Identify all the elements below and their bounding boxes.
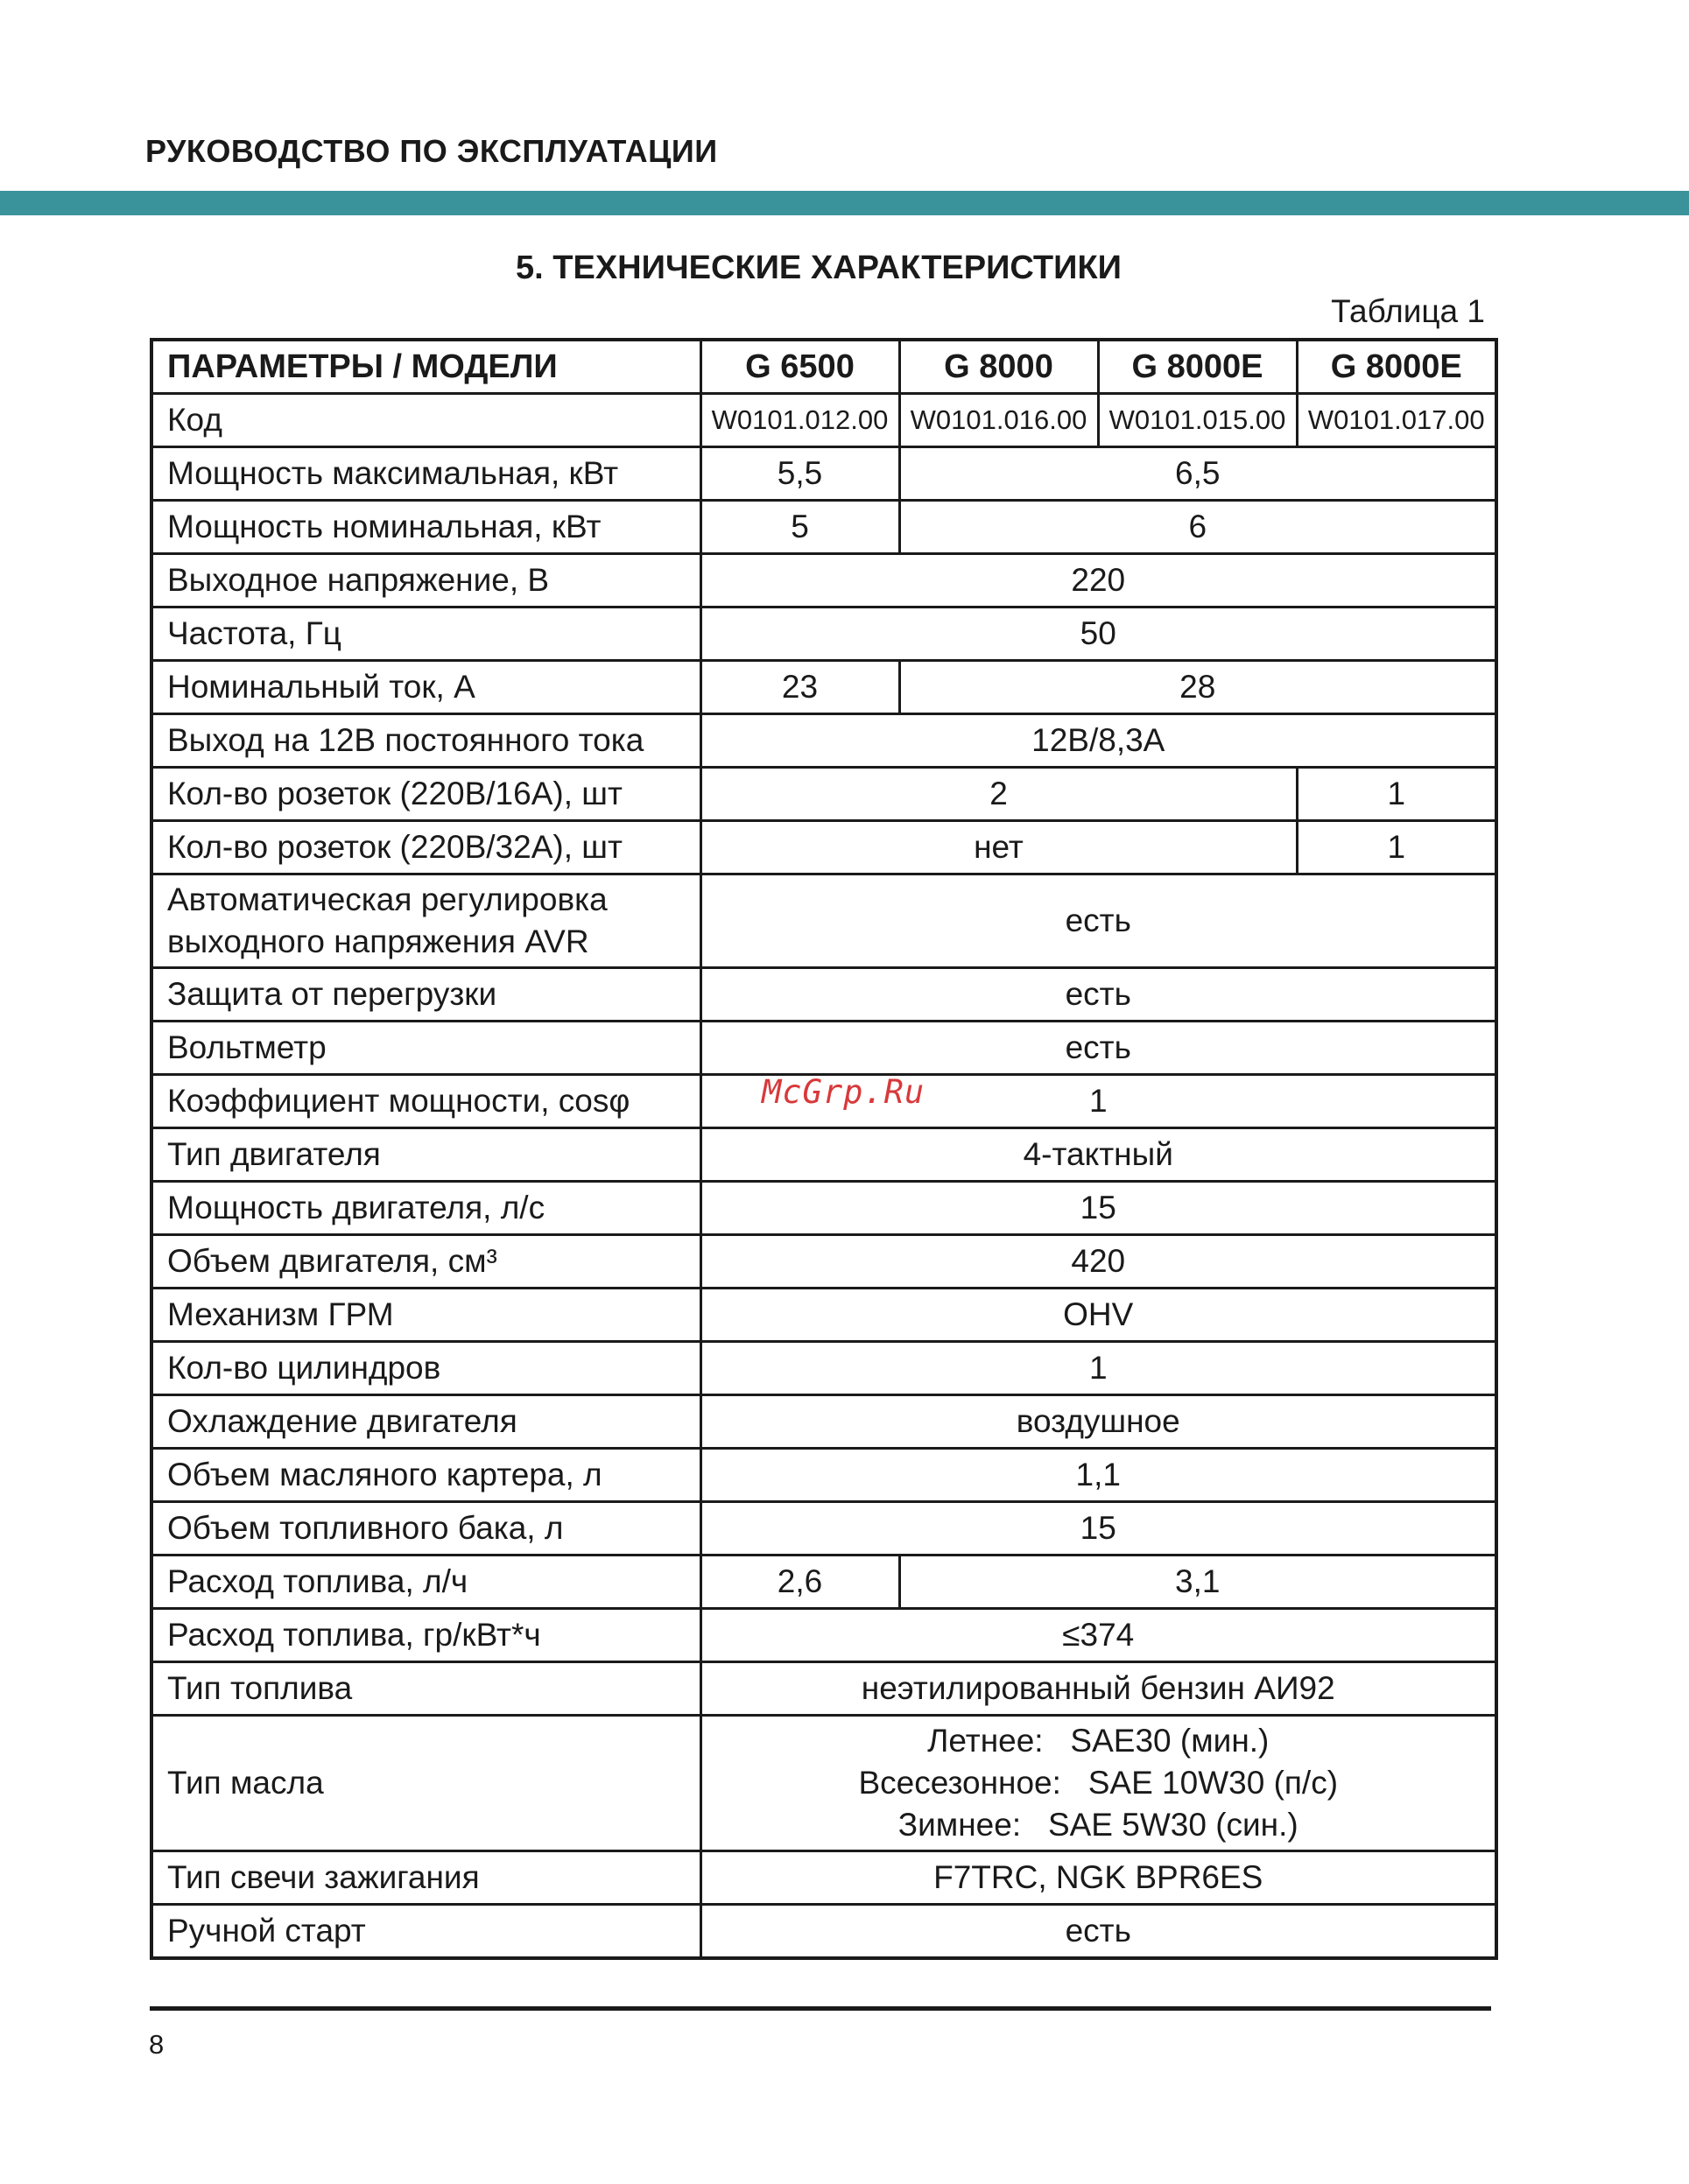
model-code: W0101.016.00 [899, 394, 1098, 447]
cell-value: 5 [700, 501, 899, 554]
table-row [151, 1502, 1496, 1555]
table-caption: Таблица 1 [1331, 293, 1485, 329]
column-header-model: G 6500 [700, 340, 899, 394]
cell-value: 1 [1297, 821, 1496, 874]
row-label: Коэффициент мощности, cosφ [151, 1075, 700, 1128]
cell-value: есть [700, 1905, 1496, 1959]
cell-value: 2,6 [700, 1555, 899, 1609]
cell-value: 50 [700, 607, 1496, 661]
row-label: Выход на 12В постоянного тока [151, 714, 700, 768]
row-label: Тип свечи зажигания [151, 1851, 700, 1905]
column-header-parameters: ПАРАМЕТРЫ / МОДЕЛИ [151, 340, 700, 394]
table-row [151, 1905, 1496, 1959]
table-row [151, 714, 1496, 768]
table-row [151, 554, 1496, 607]
row-label: Тип двигателя [151, 1128, 700, 1182]
table-header-row [151, 340, 1496, 394]
header-color-band [0, 191, 1689, 215]
cell-value [700, 1716, 1496, 1851]
row-label: Кол-во розеток (220В/16А), шт [151, 768, 700, 821]
row-label: Расход топлива, л/ч [151, 1555, 700, 1609]
cell-value: 15 [700, 1182, 1496, 1235]
oil-type-line: Летнее: SAE30 (мин.) [927, 1723, 1270, 1759]
cell-value: 6,5 [899, 447, 1496, 501]
table-row [151, 768, 1496, 821]
row-label: Объем топливного бака, л [151, 1502, 700, 1555]
cell-value: 2 [700, 768, 1297, 821]
row-label-line: выходного напряжения AVR [167, 923, 589, 959]
table-row [151, 1449, 1496, 1502]
cell-value: воздушное [700, 1395, 1496, 1449]
oil-type-line: Зимнее: SAE 5W30 (син.) [897, 1807, 1298, 1843]
table-row [151, 1851, 1496, 1905]
footer-divider [150, 2006, 1491, 2011]
row-label: Тип топлива [151, 1662, 700, 1716]
column-header-model: G 8000E [1297, 340, 1496, 394]
page-number: 8 [149, 2029, 165, 2060]
cell-value: 1 [700, 1342, 1496, 1395]
row-label [151, 874, 700, 968]
table-row [151, 607, 1496, 661]
cell-value: есть [700, 1022, 1496, 1075]
table-row [151, 1128, 1496, 1182]
cell-value: OHV [700, 1289, 1496, 1342]
model-code: W0101.012.00 [700, 394, 899, 447]
row-label: Мощность номинальная, кВт [151, 501, 700, 554]
row-label: Защита от перегрузки [151, 968, 700, 1022]
cell-value: 12В/8,3А [700, 714, 1496, 768]
row-label: Номинальный ток, А [151, 661, 700, 714]
row-label: Кол-во розеток (220В/32А), шт [151, 821, 700, 874]
table-row [151, 394, 1496, 447]
table-row [151, 821, 1496, 874]
table-row [151, 1716, 1496, 1851]
document-header: РУКОВОДСТВО ПО ЭКСПЛУАТАЦИИ [145, 133, 718, 169]
cell-value: 23 [700, 661, 899, 714]
cell-value: 6 [899, 501, 1496, 554]
table-row [151, 1289, 1496, 1342]
cell-value: есть [700, 874, 1496, 968]
table-row [151, 1342, 1496, 1395]
table-row [151, 1395, 1496, 1449]
row-label: Охлаждение двигателя [151, 1395, 700, 1449]
table-row [151, 1022, 1496, 1075]
cell-value: 1 [700, 1075, 1496, 1128]
cell-value: 420 [700, 1235, 1496, 1289]
cell-value: 3,1 [899, 1555, 1496, 1609]
row-label: Мощность максимальная, кВт [151, 447, 700, 501]
row-label: Кол-во цилиндров [151, 1342, 700, 1395]
cell-value: есть [700, 968, 1496, 1022]
model-code: W0101.015.00 [1098, 394, 1297, 447]
specifications-table [150, 338, 1498, 1960]
cell-value: 15 [700, 1502, 1496, 1555]
model-code: W0101.017.00 [1297, 394, 1496, 447]
row-label-line: Автоматическая регулировка [167, 881, 608, 917]
row-label: Тип масла [151, 1716, 700, 1851]
cell-value: 28 [899, 661, 1496, 714]
table-row [151, 1555, 1496, 1609]
cell-value: F7TRC, NGK BPR6ES [700, 1851, 1496, 1905]
row-label: Код [151, 394, 700, 447]
table-row [151, 1235, 1496, 1289]
row-label: Выходное напряжение, В [151, 554, 700, 607]
oil-type-line: Всесезонное: SAE 10W30 (п/с) [858, 1765, 1339, 1801]
cell-value: 5,5 [700, 447, 899, 501]
row-label: Ручной старт [151, 1905, 700, 1959]
cell-value: 4-тактный [700, 1128, 1496, 1182]
cell-value: 1 [1297, 768, 1496, 821]
section-title: 5. ТЕХНИЧЕСКИЕ ХАРАКТЕРИСТИКИ [516, 249, 1122, 286]
row-label: Объем двигателя, см³ [151, 1235, 700, 1289]
table-row [151, 447, 1496, 501]
column-header-model: G 8000 [899, 340, 1098, 394]
row-label: Объем масляного картера, л [151, 1449, 700, 1502]
table-row [151, 1662, 1496, 1716]
table-row [151, 501, 1496, 554]
table-row [151, 661, 1496, 714]
table-row [151, 874, 1496, 968]
table-row [151, 1182, 1496, 1235]
cell-value: 220 [700, 554, 1496, 607]
watermark: McGrp.Ru [762, 1073, 925, 1111]
row-label: Расход топлива, гр/кВт*ч [151, 1609, 700, 1662]
row-label: Мощность двигателя, л/с [151, 1182, 700, 1235]
cell-value: 1,1 [700, 1449, 1496, 1502]
cell-value: нет [700, 821, 1297, 874]
cell-value: ≤374 [700, 1609, 1496, 1662]
row-label: Механизм ГРМ [151, 1289, 700, 1342]
table-row [151, 1609, 1496, 1662]
row-label: Вольтметр [151, 1022, 700, 1075]
row-label: Частота, Гц [151, 607, 700, 661]
table-row [151, 968, 1496, 1022]
column-header-model: G 8000E [1098, 340, 1297, 394]
cell-value: неэтилированный бензин АИ92 [700, 1662, 1496, 1716]
